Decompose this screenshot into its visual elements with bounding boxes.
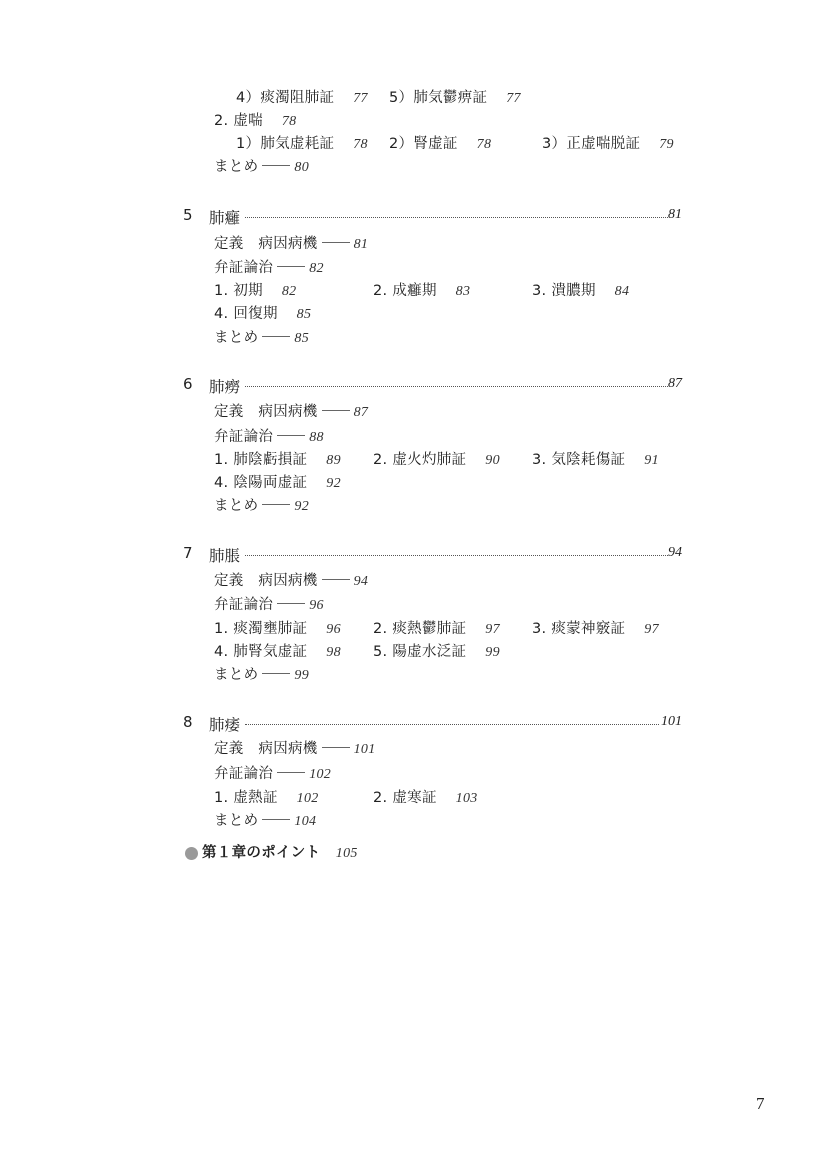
entry-page: 99	[485, 645, 500, 660]
entry-page: 89	[326, 453, 341, 468]
section-page: 81	[668, 207, 682, 222]
entry-page: 83	[455, 284, 471, 299]
entry-label: 1. 肺陰虧損証	[214, 452, 308, 468]
entry-page: 78	[281, 114, 297, 129]
section-title[interactable]: 肺癰	[209, 209, 241, 227]
entry-page: 103	[455, 791, 478, 806]
entry-page: 88	[309, 430, 324, 445]
section-title[interactable]: 肺痿	[209, 716, 241, 734]
toc-entry[interactable]	[389, 86, 521, 107]
entry-label: まとめ	[214, 813, 259, 829]
entry-label: 弁証論治	[214, 766, 274, 782]
entry-label: 4. 陰陽両虚証	[214, 475, 308, 491]
entry-label: 第１章のポイント	[202, 845, 321, 861]
entry-page: 102	[309, 767, 332, 782]
entry-page: 77	[506, 91, 521, 106]
section-number: 6	[183, 375, 193, 393]
entry-label: まとめ	[214, 330, 259, 346]
entry-page: 104	[294, 814, 317, 829]
entry-label: 1）肺気虚耗証	[236, 136, 335, 152]
entry-page: 85	[294, 331, 310, 346]
entry-label: 1. 痰濁壅肺証	[214, 621, 308, 637]
section-number: 5	[183, 206, 193, 224]
entry-page: 102	[296, 791, 319, 806]
dash-separator	[322, 242, 350, 243]
toc-entry[interactable]	[214, 569, 368, 590]
toc-entry[interactable]	[214, 593, 324, 614]
entry-page: 98	[326, 645, 341, 660]
section-page: 94	[668, 545, 682, 560]
entry-page: 85	[296, 307, 312, 322]
toc-entry[interactable]	[214, 494, 309, 515]
toc-entry[interactable]	[373, 640, 500, 661]
entry-page: 94	[353, 574, 369, 589]
entry-label: 定義 病因病機	[214, 404, 318, 420]
toc-entry[interactable]	[214, 617, 341, 638]
toc-entry[interactable]	[214, 155, 309, 176]
toc-entry[interactable]	[214, 640, 341, 661]
dash-separator	[262, 165, 290, 166]
section-number: 8	[183, 713, 193, 731]
entry-label: 3. 痰蒙神竅証	[532, 621, 626, 637]
entry-page: 96	[326, 622, 341, 637]
entry-page: 92	[326, 476, 341, 491]
entry-label: 4. 肺腎気虚証	[214, 644, 308, 660]
entry-page: 78	[353, 137, 368, 152]
toc-entry[interactable]	[542, 132, 674, 153]
entry-page: 99	[294, 668, 310, 683]
dot-leader	[245, 386, 668, 387]
entry-page: 78	[476, 137, 492, 152]
entry-label: 1. 虚熱証	[214, 790, 278, 806]
entry-label: 定義 病因病機	[214, 236, 318, 252]
entry-page: 77	[353, 91, 368, 106]
dash-separator	[277, 435, 305, 436]
toc-entry[interactable]	[214, 786, 319, 807]
entry-label: 2. 虚喘	[214, 113, 263, 129]
entry-label: 2. 虚寒証	[373, 790, 437, 806]
entry-label: 4）痰濁阻肺証	[236, 90, 335, 106]
entry-label: 弁証論治	[214, 260, 274, 276]
toc-entry[interactable]	[373, 617, 500, 638]
dash-separator	[322, 410, 350, 411]
entry-page: 81	[353, 237, 369, 252]
dash-separator	[262, 504, 290, 505]
toc-entry[interactable]	[214, 663, 309, 684]
entry-label: 3. 気陰耗傷証	[532, 452, 626, 468]
entry-label: 4. 回復期	[214, 306, 278, 322]
entry-page: 96	[309, 598, 324, 613]
entry-label: まとめ	[214, 159, 259, 175]
toc-entry[interactable]	[532, 617, 659, 638]
dash-separator	[262, 336, 290, 337]
chapter-point-entry[interactable]	[185, 841, 358, 862]
dash-separator	[322, 747, 350, 748]
entry-page: 87	[353, 405, 369, 420]
entry-label: 3）正虚喘脱証	[542, 136, 641, 152]
entry-label: 5. 陽虚水泛証	[373, 644, 467, 660]
entry-page: 105	[335, 846, 358, 861]
entry-page: 79	[659, 137, 674, 152]
entry-page: 97	[485, 622, 500, 637]
entry-label: 3. 潰膿期	[532, 283, 596, 299]
dot-leader	[245, 555, 668, 556]
toc-entry[interactable]	[214, 448, 341, 469]
entry-label: 2. 虚火灼肺証	[373, 452, 467, 468]
toc-entry[interactable]	[214, 302, 311, 323]
entry-page: 80	[294, 160, 310, 175]
dot-leader	[245, 217, 668, 218]
toc-entry[interactable]	[389, 132, 491, 153]
entry-label: 2）腎虚証	[389, 136, 458, 152]
entry-page: 92	[294, 499, 310, 514]
toc-entry[interactable]	[214, 326, 309, 347]
toc-entry[interactable]	[214, 425, 324, 446]
entry-label: 2. 成癰期	[373, 283, 437, 299]
toc-entry[interactable]	[214, 737, 376, 758]
toc-entry[interactable]	[214, 232, 368, 253]
entry-page: 97	[644, 622, 659, 637]
section-title[interactable]: 肺脹	[209, 547, 241, 565]
toc-entry[interactable]	[214, 809, 316, 830]
toc-entry[interactable]	[373, 448, 500, 469]
dash-separator	[277, 603, 305, 604]
section-page: 87	[668, 376, 682, 391]
dash-separator	[277, 266, 305, 267]
toc-entry[interactable]	[532, 448, 659, 469]
dash-separator	[277, 772, 305, 773]
bullet-circle-icon	[185, 847, 198, 860]
toc-entry[interactable]	[214, 762, 331, 783]
entry-page: 84	[614, 284, 630, 299]
entry-label: 定義 病因病機	[214, 573, 318, 589]
toc-entry[interactable]	[214, 400, 368, 421]
dash-separator	[262, 819, 290, 820]
toc-entry[interactable]	[532, 279, 629, 300]
toc-entry[interactable]	[236, 132, 368, 153]
entry-label: 1. 初期	[214, 283, 263, 299]
entry-label: 2. 痰熱鬱肺証	[373, 621, 467, 637]
toc-entry[interactable]	[214, 471, 341, 492]
toc-entry[interactable]	[214, 279, 296, 300]
toc-entry[interactable]	[373, 279, 470, 300]
dash-separator	[322, 579, 350, 580]
entry-label: 弁証論治	[214, 597, 274, 613]
entry-page: 91	[644, 453, 659, 468]
entry-label: まとめ	[214, 667, 259, 683]
toc-entry[interactable]	[373, 786, 478, 807]
toc-entry[interactable]	[214, 109, 296, 130]
entry-page: 82	[309, 261, 324, 276]
toc-entry[interactable]	[214, 256, 324, 277]
section-number: 7	[183, 544, 193, 562]
dot-leader	[245, 724, 659, 725]
dash-separator	[262, 673, 290, 674]
entry-page: 90	[485, 453, 500, 468]
entry-page: 101	[353, 742, 376, 757]
entry-label: まとめ	[214, 498, 259, 514]
section-page: 101	[661, 714, 682, 729]
entry-label: 弁証論治	[214, 429, 274, 445]
entry-label: 5）肺気鬱痹証	[389, 90, 488, 106]
entry-label: 定義 病因病機	[214, 741, 318, 757]
entry-page: 82	[281, 284, 297, 299]
toc-entry[interactable]	[236, 86, 368, 107]
section-title[interactable]: 肺癆	[209, 378, 241, 396]
page-number: 7	[756, 1094, 765, 1113]
